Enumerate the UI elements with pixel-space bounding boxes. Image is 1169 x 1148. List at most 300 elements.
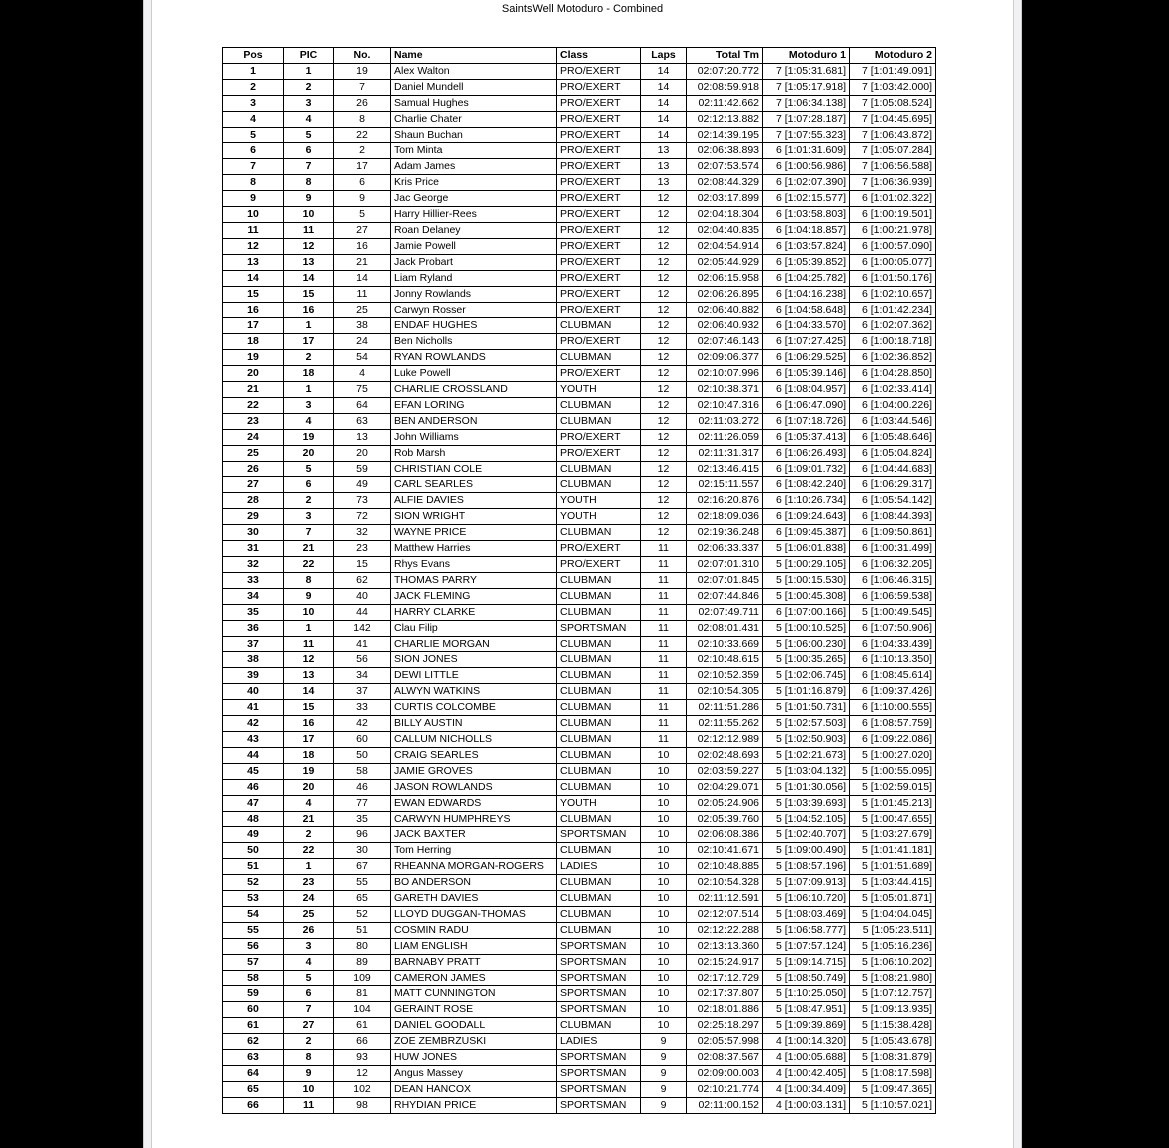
table-cell: 5 [1:01:41.181]: [850, 843, 936, 859]
table-cell: 7 [1:06:56.588]: [850, 159, 936, 175]
table-row: [223, 159, 936, 175]
table-cell: 46: [223, 779, 284, 795]
table-cell: Alex Walton: [391, 63, 557, 79]
table-cell: 12: [641, 286, 687, 302]
table-cell: 1: [284, 318, 334, 334]
table-row: [223, 63, 936, 79]
table-cell: 10: [641, 986, 687, 1002]
table-row: [223, 1002, 936, 1018]
table-row: [223, 350, 936, 366]
table-cell: 33: [223, 572, 284, 588]
table-cell: 5 [1:07:57.124]: [763, 938, 850, 954]
table-cell: 6 [1:10:13.350]: [850, 652, 936, 668]
table-cell: 9: [284, 191, 334, 207]
table-cell: Samual Hughes: [391, 95, 557, 111]
table-cell: 7: [334, 79, 391, 95]
table-cell: CLUBMAN: [557, 588, 641, 604]
table-cell: PRO/EXERT: [557, 238, 641, 254]
table-cell: 55: [223, 922, 284, 938]
table-cell: 2: [223, 79, 284, 95]
table-cell: 66: [334, 1034, 391, 1050]
table-cell: 6 [1:00:56.986]: [763, 159, 850, 175]
table-cell: 11: [641, 652, 687, 668]
table-cell: 16: [284, 716, 334, 732]
table-row: [223, 827, 936, 843]
table-cell: 50: [223, 843, 284, 859]
table-cell: 12: [641, 429, 687, 445]
table-cell: 6 [1:04:33.439]: [850, 636, 936, 652]
table-cell: 25: [334, 302, 391, 318]
table-cell: 02:06:33.337: [687, 541, 763, 557]
table-cell: 11: [641, 731, 687, 747]
table-cell: 10: [641, 843, 687, 859]
table-cell: HARRY CLARKE: [391, 604, 557, 620]
table-cell: 81: [334, 986, 391, 1002]
table-cell: 02:07:53.574: [687, 159, 763, 175]
table-cell: SPORTSMAN: [557, 1066, 641, 1082]
table-cell: 3: [284, 397, 334, 413]
table-cell: 12: [284, 652, 334, 668]
table-cell: PRO/EXERT: [557, 143, 641, 159]
table-cell: CLUBMAN: [557, 716, 641, 732]
table-cell: 6 [1:05:54.142]: [850, 493, 936, 509]
table-cell: 6 [1:00:31.499]: [850, 541, 936, 557]
table-cell: 6 [1:10:26.734]: [763, 493, 850, 509]
table-cell: 02:06:40.932: [687, 318, 763, 334]
table-cell: 6 [1:03:57.824]: [763, 238, 850, 254]
table-cell: 13: [641, 175, 687, 191]
table-cell: 3: [284, 509, 334, 525]
table-cell: 8: [223, 175, 284, 191]
table-cell: CLUBMAN: [557, 747, 641, 763]
table-cell: 58: [223, 970, 284, 986]
table-cell: 5 [1:08:03.469]: [763, 906, 850, 922]
table-cell: 23: [223, 413, 284, 429]
table-cell: 30: [223, 525, 284, 541]
table-cell: SPORTSMAN: [557, 954, 641, 970]
table-cell: 61: [223, 1018, 284, 1034]
table-row: [223, 509, 936, 525]
table-cell: 12: [641, 413, 687, 429]
table-cell: 6 [1:09:50.861]: [850, 525, 936, 541]
table-cell: 20: [334, 445, 391, 461]
table-cell: 11: [641, 541, 687, 557]
table-row: [223, 906, 936, 922]
table-cell: CLUBMAN: [557, 636, 641, 652]
table-row: [223, 1097, 936, 1113]
table-row: [223, 700, 936, 716]
table-cell: YOUTH: [557, 493, 641, 509]
table-cell: 18: [284, 747, 334, 763]
table-row: [223, 779, 936, 795]
table-cell: MATT CUNNINGTON: [391, 986, 557, 1002]
table-cell: 35: [334, 811, 391, 827]
table-cell: 6 [1:09:22.086]: [850, 731, 936, 747]
table-cell: 109: [334, 970, 391, 986]
table-cell: 6 [1:05:48.646]: [850, 429, 936, 445]
table-cell: 49: [334, 477, 391, 493]
table-cell: WAYNE PRICE: [391, 525, 557, 541]
table-cell: 11: [641, 636, 687, 652]
table-cell: Tom Minta: [391, 143, 557, 159]
table-cell: 6 [1:06:47.090]: [763, 397, 850, 413]
table-cell: 12: [641, 525, 687, 541]
table-cell: SPORTSMAN: [557, 986, 641, 1002]
table-cell: 02:13:46.415: [687, 461, 763, 477]
table-cell: 14: [334, 270, 391, 286]
table-cell: 02:18:09.036: [687, 509, 763, 525]
table-cell: 02:11:51.286: [687, 700, 763, 716]
table-cell: 5 [1:08:31.879]: [850, 1050, 936, 1066]
table-cell: 7 [1:07:55.323]: [763, 127, 850, 143]
table-cell: 02:05:39.760: [687, 811, 763, 827]
table-row: [223, 382, 936, 398]
table-cell: ALWYN WATKINS: [391, 684, 557, 700]
table-cell: 14: [223, 270, 284, 286]
table-cell: CHRISTIAN COLE: [391, 461, 557, 477]
table-cell: Matthew Harries: [391, 541, 557, 557]
table-cell: Tom Herring: [391, 843, 557, 859]
table-cell: 5 [1:00:49.545]: [850, 604, 936, 620]
column-header: PIC: [284, 48, 334, 64]
table-cell: 02:03:59.227: [687, 763, 763, 779]
table-cell: 6: [284, 477, 334, 493]
table-cell: PRO/EXERT: [557, 445, 641, 461]
table-cell: 02:14:39.195: [687, 127, 763, 143]
table-cell: SPORTSMAN: [557, 827, 641, 843]
table-cell: Rob Marsh: [391, 445, 557, 461]
table-cell: 12: [641, 238, 687, 254]
table-cell: PRO/EXERT: [557, 270, 641, 286]
table-cell: 24: [223, 429, 284, 445]
table-cell: 21: [223, 382, 284, 398]
table-cell: 5 [1:00:29.105]: [763, 557, 850, 573]
table-cell: Angus Massey: [391, 1066, 557, 1082]
table-cell: 5 [1:05:16.236]: [850, 938, 936, 954]
table-cell: PRO/EXERT: [557, 429, 641, 445]
table-cell: ZOE ZEMBRZUSKI: [391, 1034, 557, 1050]
table-row: [223, 588, 936, 604]
table-cell: 1: [284, 382, 334, 398]
table-cell: CLUBMAN: [557, 684, 641, 700]
table-cell: 17: [223, 318, 284, 334]
table-cell: CLUBMAN: [557, 668, 641, 684]
table-row: [223, 763, 936, 779]
table-cell: 93: [334, 1050, 391, 1066]
table-cell: 6 [1:08:57.759]: [850, 716, 936, 732]
table-cell: 6 [1:04:25.782]: [763, 270, 850, 286]
table-cell: 10: [223, 207, 284, 223]
table-cell: Rhys Evans: [391, 557, 557, 573]
table-cell: 17: [284, 334, 334, 350]
table-row: [223, 636, 936, 652]
table-cell: 5 [1:02:40.707]: [763, 827, 850, 843]
table-cell: CHARLIE MORGAN: [391, 636, 557, 652]
table-cell: 13: [641, 143, 687, 159]
table-cell: 13: [334, 429, 391, 445]
table-cell: YOUTH: [557, 382, 641, 398]
table-cell: 11: [641, 588, 687, 604]
table-cell: ALFIE DAVIES: [391, 493, 557, 509]
table-cell: 02:04:18.304: [687, 207, 763, 223]
table-cell: 02:04:29.071: [687, 779, 763, 795]
table-row: [223, 286, 936, 302]
table-cell: 6 [1:00:19.501]: [850, 207, 936, 223]
table-cell: PRO/EXERT: [557, 222, 641, 238]
table-cell: 7 [1:05:07.284]: [850, 143, 936, 159]
table-row: [223, 207, 936, 223]
table-cell: 19: [284, 429, 334, 445]
table-cell: 5 [1:04:04.045]: [850, 906, 936, 922]
table-cell: 5 [1:01:16.879]: [763, 684, 850, 700]
table-row: [223, 541, 936, 557]
table-cell: 29: [223, 509, 284, 525]
table-row: [223, 795, 936, 811]
table-cell: 1: [284, 620, 334, 636]
table-cell: CLUBMAN: [557, 477, 641, 493]
table-cell: 10: [284, 1081, 334, 1097]
table-cell: 45: [223, 763, 284, 779]
table-cell: 6 [1:00:18.718]: [850, 334, 936, 350]
table-cell: 38: [223, 652, 284, 668]
table-cell: 12: [334, 1066, 391, 1082]
table-cell: 13: [284, 254, 334, 270]
table-cell: 34: [223, 588, 284, 604]
table-cell: 18: [223, 334, 284, 350]
table-cell: 13: [641, 159, 687, 175]
table-cell: GARETH DAVIES: [391, 891, 557, 907]
table-cell: 02:15:24.917: [687, 954, 763, 970]
table-cell: YOUTH: [557, 509, 641, 525]
table-cell: Jac George: [391, 191, 557, 207]
table-cell: 12: [641, 382, 687, 398]
table-cell: 15: [284, 700, 334, 716]
table-cell: 36: [223, 620, 284, 636]
table-cell: 02:06:26.895: [687, 286, 763, 302]
table-cell: 98: [334, 1097, 391, 1113]
table-cell: 10: [641, 906, 687, 922]
table-cell: PRO/EXERT: [557, 175, 641, 191]
table-cell: 6 [1:05:04.824]: [850, 445, 936, 461]
table-cell: 11: [641, 700, 687, 716]
table-cell: 02:12:07.514: [687, 906, 763, 922]
table-cell: 4: [284, 413, 334, 429]
table-row: [223, 143, 936, 159]
table-cell: 4: [284, 954, 334, 970]
table-row: [223, 557, 936, 573]
table-row: [223, 970, 936, 986]
table-cell: 6 [1:04:33.570]: [763, 318, 850, 334]
table-cell: 21: [334, 254, 391, 270]
table-cell: Daniel Mundell: [391, 79, 557, 95]
table-cell: 39: [223, 668, 284, 684]
table-cell: 50: [334, 747, 391, 763]
table-cell: 7 [1:06:36.939]: [850, 175, 936, 191]
table-row: [223, 986, 936, 1002]
table-cell: RHYDIAN PRICE: [391, 1097, 557, 1113]
column-header: Motoduro 1: [763, 48, 850, 64]
table-cell: 02:07:44.846: [687, 588, 763, 604]
table-cell: JACK FLEMING: [391, 588, 557, 604]
table-cell: 5 [1:06:58.777]: [763, 922, 850, 938]
column-header: Name: [391, 48, 557, 64]
table-cell: CLUBMAN: [557, 1018, 641, 1034]
table-row: [223, 429, 936, 445]
table-cell: 22: [334, 127, 391, 143]
table-cell: 32: [223, 557, 284, 573]
table-cell: 5: [223, 127, 284, 143]
table-cell: 13: [223, 254, 284, 270]
column-header: Total Tm: [687, 48, 763, 64]
table-cell: Kris Price: [391, 175, 557, 191]
table-row: [223, 1034, 936, 1050]
table-cell: 57: [223, 954, 284, 970]
table-cell: 6 [1:08:04.957]: [763, 382, 850, 398]
table-cell: 5 [1:06:10.202]: [850, 954, 936, 970]
table-cell: PRO/EXERT: [557, 63, 641, 79]
table-cell: 02:08:37.567: [687, 1050, 763, 1066]
table-cell: 6 [1:03:58.803]: [763, 207, 850, 223]
table-cell: 02:07:20.772: [687, 63, 763, 79]
table-cell: 5 [1:03:04.132]: [763, 763, 850, 779]
table-cell: 64: [334, 397, 391, 413]
table-cell: 5 [1:03:39.693]: [763, 795, 850, 811]
table-cell: 12: [641, 207, 687, 223]
table-cell: CLUBMAN: [557, 779, 641, 795]
table-cell: Jack Probart: [391, 254, 557, 270]
table-cell: 02:10:33.669: [687, 636, 763, 652]
table-cell: Shaun Buchan: [391, 127, 557, 143]
table-cell: 2: [284, 79, 334, 95]
table-cell: 59: [223, 986, 284, 1002]
table-cell: 6 [1:04:00.226]: [850, 397, 936, 413]
table-cell: 63: [334, 413, 391, 429]
table-cell: 9: [334, 191, 391, 207]
table-cell: CLUBMAN: [557, 700, 641, 716]
table-cell: 5 [1:10:57.021]: [850, 1097, 936, 1113]
table-cell: 5 [1:04:52.105]: [763, 811, 850, 827]
table-cell: 11: [641, 668, 687, 684]
table-cell: 10: [641, 891, 687, 907]
table-cell: 31: [223, 541, 284, 557]
table-cell: 6 [1:06:29.525]: [763, 350, 850, 366]
table-cell: 23: [334, 541, 391, 557]
table-cell: 02:12:13.882: [687, 111, 763, 127]
table-cell: 11: [641, 620, 687, 636]
table-cell: 12: [641, 350, 687, 366]
table-cell: 02:11:55.262: [687, 716, 763, 732]
table-cell: 11: [284, 636, 334, 652]
table-cell: 5 [1:02:21.673]: [763, 747, 850, 763]
table-row: [223, 127, 936, 143]
table-row: [223, 175, 936, 191]
table-row: [223, 1018, 936, 1034]
table-cell: CALLUM NICHOLLS: [391, 731, 557, 747]
table-cell: 96: [334, 827, 391, 843]
table-cell: 26: [223, 461, 284, 477]
table-cell: John Williams: [391, 429, 557, 445]
table-cell: 02:06:08.386: [687, 827, 763, 843]
table-cell: 63: [223, 1050, 284, 1066]
table-cell: 6 [1:06:29.317]: [850, 477, 936, 493]
table-cell: BILLY AUSTIN: [391, 716, 557, 732]
table-cell: 02:11:42.662: [687, 95, 763, 111]
table-cell: 02:11:12.591: [687, 891, 763, 907]
table-cell: Carwyn Rosser: [391, 302, 557, 318]
table-cell: 5 [1:07:09.913]: [763, 875, 850, 891]
table-cell: CHARLIE CROSSLAND: [391, 382, 557, 398]
table-row: [223, 604, 936, 620]
table-cell: 14: [641, 79, 687, 95]
table-row: [223, 334, 936, 350]
table-cell: EWAN EDWARDS: [391, 795, 557, 811]
table-cell: 48: [223, 811, 284, 827]
table-cell: 16: [334, 238, 391, 254]
column-header: No.: [334, 48, 391, 64]
table-cell: 5 [1:06:01.838]: [763, 541, 850, 557]
table-cell: 3: [223, 95, 284, 111]
table-cell: 6 [1:08:45.614]: [850, 668, 936, 684]
table-cell: 6 [1:00:05.077]: [850, 254, 936, 270]
table-cell: 4 [1:00:14.320]: [763, 1034, 850, 1050]
table-cell: 14: [641, 127, 687, 143]
table-row: [223, 397, 936, 413]
table-cell: 9: [641, 1050, 687, 1066]
table-cell: 46: [334, 779, 391, 795]
table-row: [223, 747, 936, 763]
table-row: [223, 1050, 936, 1066]
table-cell: 6 [1:09:01.732]: [763, 461, 850, 477]
table-cell: 5 [1:10:25.050]: [763, 986, 850, 1002]
table-cell: 7 [1:05:17.918]: [763, 79, 850, 95]
table-cell: Adam James: [391, 159, 557, 175]
table-cell: 02:10:38.371: [687, 382, 763, 398]
table-cell: 4: [284, 111, 334, 127]
table-row: [223, 445, 936, 461]
table-cell: 02:19:36.248: [687, 525, 763, 541]
table-row: [223, 684, 936, 700]
table-cell: 5 [1:09:13.935]: [850, 1002, 936, 1018]
table-cell: 5 [1:00:27.020]: [850, 747, 936, 763]
table-cell: 7: [284, 525, 334, 541]
table-cell: CLUBMAN: [557, 397, 641, 413]
page-edge-gutter-left: [143, 0, 152, 1148]
table-cell: GERAINT ROSE: [391, 1002, 557, 1018]
table-cell: 02:08:59.918: [687, 79, 763, 95]
table-cell: PRO/EXERT: [557, 127, 641, 143]
table-cell: 7 [1:01:49.091]: [850, 63, 936, 79]
table-cell: 02:08:44.329: [687, 175, 763, 191]
table-cell: 02:10:21.774: [687, 1081, 763, 1097]
table-cell: CLUBMAN: [557, 891, 641, 907]
table-cell: 6: [284, 986, 334, 1002]
table-cell: 49: [223, 827, 284, 843]
table-cell: 5 [1:01:30.056]: [763, 779, 850, 795]
table-cell: LADIES: [557, 859, 641, 875]
table-cell: 7 [1:06:34.138]: [763, 95, 850, 111]
table-cell: 02:05:44.929: [687, 254, 763, 270]
table-cell: 7 [1:07:28.187]: [763, 111, 850, 127]
table-cell: 12: [641, 509, 687, 525]
table-row: [223, 668, 936, 684]
table-cell: 44: [334, 604, 391, 620]
table-cell: 12: [641, 318, 687, 334]
table-cell: 02:07:01.310: [687, 557, 763, 573]
table-cell: 12: [641, 445, 687, 461]
table-cell: 11: [284, 1097, 334, 1113]
table-cell: 10: [641, 859, 687, 875]
table-cell: CARL SEARLES: [391, 477, 557, 493]
